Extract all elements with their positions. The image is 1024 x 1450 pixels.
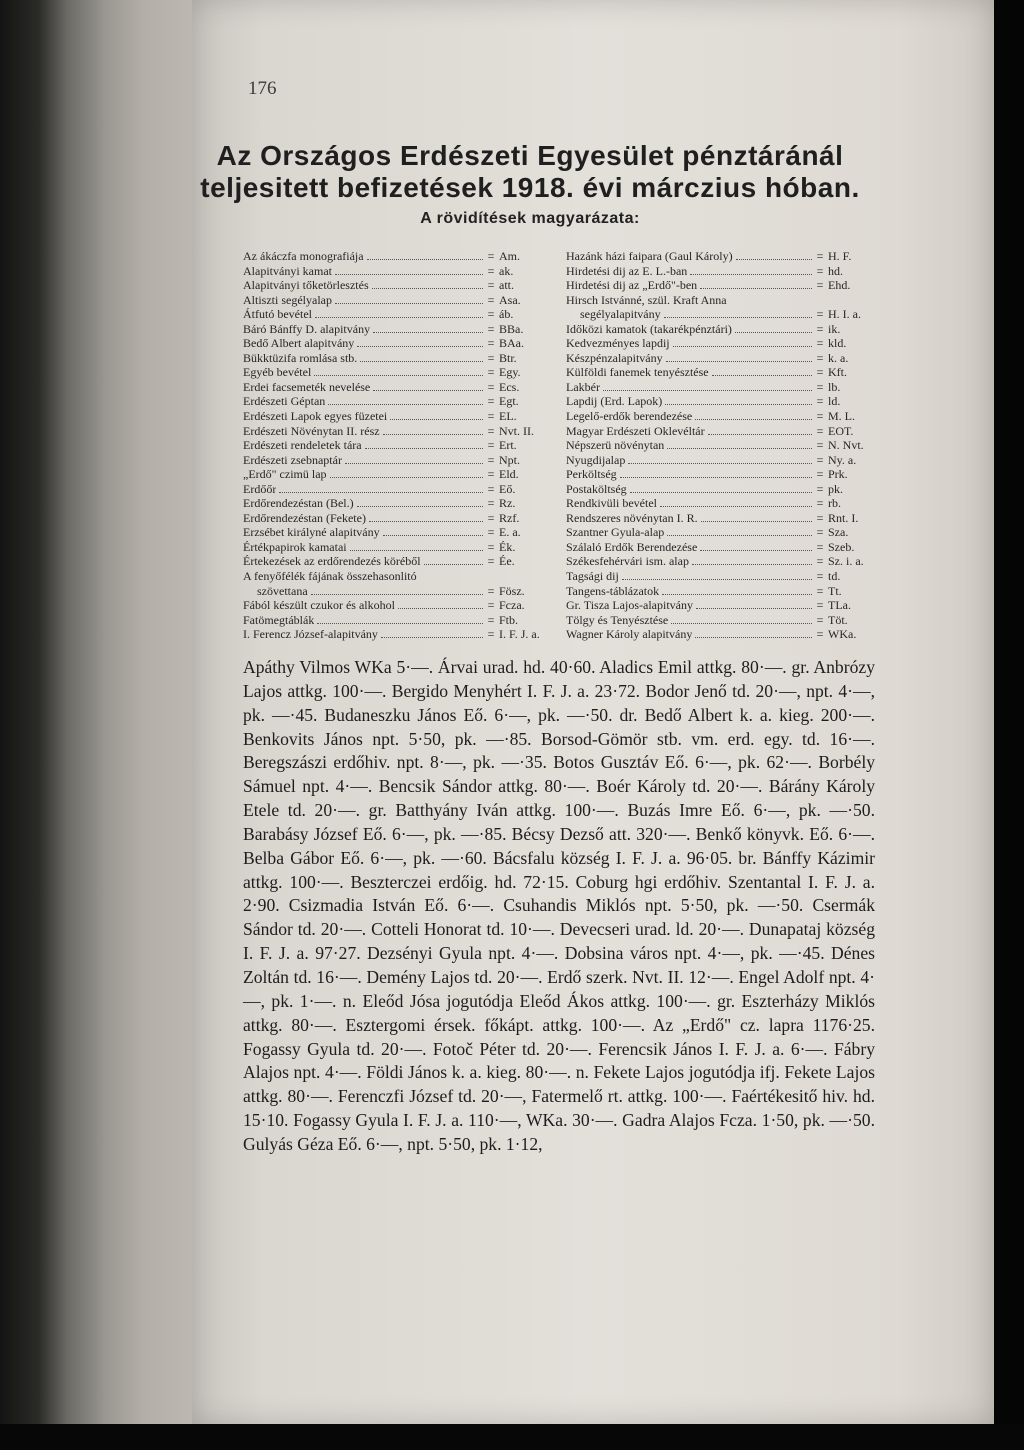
abbreviation-term: Erdészeti Géptan <box>243 394 326 409</box>
abbreviation-code: Am. <box>499 249 520 263</box>
abbreviation-term: Alapitványi tőketörlesztés <box>243 278 369 293</box>
abbreviation-code: ik. <box>828 321 841 336</box>
abbreviation-term: Készpénzalapitvány <box>566 350 663 365</box>
abbreviation-term: Magyar Erdészeti Oklevéltár <box>566 423 705 438</box>
abbreviation-code: Töt. <box>828 612 848 627</box>
abbreviation-term: Tölgy és Tenyésztése <box>566 612 669 627</box>
abbreviation-row <box>243 569 545 584</box>
equals-sign: = <box>816 467 824 482</box>
leader-dots <box>330 477 483 478</box>
abbreviation-code: áb. <box>499 307 514 322</box>
abbreviation-term: Az ákáczfa monografiája <box>243 249 364 263</box>
abbreviation-term: Erzsébet királyné alapitvány <box>243 525 380 540</box>
abbreviation-code: lb. <box>828 379 841 394</box>
abbreviation-term: Erdőrendezéstan (Bel.) <box>243 496 354 511</box>
abbreviation-row <box>566 554 874 569</box>
leader-dots <box>357 346 483 347</box>
abbreviation-term: Erdészeti Növénytan II. rész <box>243 423 380 438</box>
leader-dots <box>622 579 812 580</box>
abbreviation-code: Ecs. <box>499 379 520 394</box>
abbreviation-term: Erdészeti rendeletek tára <box>243 438 362 453</box>
leader-dots <box>335 274 483 275</box>
leader-dots <box>660 506 812 507</box>
abbreviation-code: Fcza. <box>499 598 525 613</box>
equals-sign: = <box>487 525 495 540</box>
abbreviation-row <box>566 598 874 613</box>
equals-sign: = <box>487 510 495 525</box>
abbreviation-term: Hirsch Istvánné, szül. Kraft Anna <box>566 292 727 307</box>
abbreviation-code: WKa. <box>828 627 857 642</box>
abbreviation-code: Tt. <box>828 583 842 598</box>
equals-sign: = <box>816 321 824 336</box>
leader-dots <box>357 506 483 507</box>
abbreviation-row <box>566 351 874 366</box>
abbreviation-code: Btr. <box>499 350 517 365</box>
abbreviation-term: Hirdetési dij az „Erdő"-ben <box>566 278 698 293</box>
abbreviation-term: Tagsági dij <box>566 569 619 584</box>
abbreviation-code: Szeb. <box>828 539 855 554</box>
equals-sign: = <box>816 583 824 598</box>
abbreviation-row <box>243 351 545 366</box>
leader-dots <box>350 550 483 551</box>
abbreviation-term: Hazánk házi faipara (Gaul Károly) <box>566 249 733 263</box>
leader-dots <box>360 361 483 362</box>
abbreviation-row <box>243 365 545 380</box>
leader-dots <box>701 521 812 522</box>
equals-sign: = <box>816 409 824 424</box>
leader-dots <box>365 448 483 449</box>
abbreviation-code: Nvt. II. <box>499 423 534 438</box>
abbreviation-row <box>243 627 545 642</box>
leader-dots <box>735 332 812 333</box>
leader-dots <box>603 390 812 391</box>
abbreviation-term: Erdészeti zsebnaptár <box>243 452 342 467</box>
equals-sign: = <box>487 467 495 482</box>
equals-sign: = <box>487 263 495 278</box>
abbreviation-row <box>566 627 874 642</box>
equals-sign: = <box>816 539 824 554</box>
abbreviation-row <box>243 511 545 526</box>
abbreviation-code: Rnt. I. <box>828 510 859 525</box>
abbreviations-right-column <box>566 249 874 642</box>
abbreviation-code: Ftb. <box>499 612 519 627</box>
abbreviation-code: N. Nvt. <box>828 438 864 453</box>
abbreviation-code: pk. <box>828 481 843 496</box>
bottom-shadow <box>0 1424 1024 1450</box>
abbreviation-row <box>566 613 874 628</box>
page-number: 176 <box>248 78 277 99</box>
abbreviation-term: Erdőőr <box>243 481 277 496</box>
leader-dots <box>671 623 812 624</box>
equals-sign: = <box>487 612 495 627</box>
leader-dots <box>690 274 812 275</box>
leader-dots <box>398 608 483 609</box>
equals-sign: = <box>816 263 824 278</box>
equals-sign: = <box>816 510 824 525</box>
previous-pages-edge <box>0 0 192 1424</box>
abbreviation-term: Erdei facsemeték nevelése <box>243 379 371 394</box>
leader-dots <box>692 564 812 565</box>
leader-dots <box>695 419 812 420</box>
abbreviation-term: Értekezések az erdőrendezés köréből <box>243 554 421 569</box>
abbreviation-row <box>566 322 874 337</box>
abbreviation-row <box>243 598 545 613</box>
equals-sign: = <box>816 336 824 351</box>
equals-sign: = <box>487 481 495 496</box>
abbreviation-term: Erdészeti Lapok egyes füzetei <box>243 409 388 424</box>
leader-dots <box>620 477 812 478</box>
equals-sign: = <box>487 627 495 642</box>
abbreviation-term: Fatömegtáblák <box>243 612 315 627</box>
abbreviation-term: Bükktüzifa romlása stb. <box>243 350 358 365</box>
abbreviation-row <box>243 307 545 322</box>
leader-dots <box>335 303 483 304</box>
abbreviation-term: Bedő Albert alapitvány <box>243 336 355 351</box>
abbreviation-row <box>243 453 545 468</box>
equals-sign: = <box>816 525 824 540</box>
equals-sign: = <box>816 598 824 613</box>
abbreviation-term: Átfutó bevétel <box>243 307 312 322</box>
abbreviation-code: EOT. <box>828 423 854 438</box>
abbreviation-row <box>566 249 874 264</box>
leader-dots <box>279 492 483 493</box>
equals-sign: = <box>487 409 495 424</box>
leader-dots <box>372 288 483 289</box>
leader-dots <box>630 492 812 493</box>
equals-sign: = <box>487 365 495 380</box>
equals-sign: = <box>816 307 824 322</box>
equals-sign: = <box>487 336 495 351</box>
equals-sign: = <box>816 481 824 496</box>
equals-sign: = <box>487 321 495 336</box>
leader-dots <box>700 550 812 551</box>
abbreviation-row <box>243 249 545 264</box>
equals-sign: = <box>487 539 495 554</box>
abbreviations-heading: A rövidítések magyarázata: <box>420 210 640 227</box>
abbreviation-code: H. F. <box>828 249 852 263</box>
abbreviation-code: hd. <box>828 263 843 278</box>
equals-sign: = <box>487 423 495 438</box>
leader-dots <box>314 375 483 376</box>
page-edge-shadow <box>994 0 1024 1450</box>
leader-dots <box>708 434 812 435</box>
abbreviation-row <box>243 613 545 628</box>
abbreviation-term: Alapitványi kamat <box>243 263 332 278</box>
abbreviation-row <box>566 511 874 526</box>
abbreviation-code: td. <box>828 569 841 584</box>
equals-sign: = <box>816 394 824 409</box>
leader-dots <box>700 288 812 289</box>
abbreviation-code: E. a. <box>499 525 521 540</box>
abbreviation-row <box>243 322 545 337</box>
abbreviation-row <box>566 438 874 453</box>
equals-sign: = <box>816 423 824 438</box>
abbreviation-term: Rendkivüli bevétel <box>566 496 657 511</box>
abbreviation-row <box>566 264 874 279</box>
abbreviation-term: Wagner Károly alapitvány <box>566 627 693 642</box>
leader-dots <box>390 419 483 420</box>
equals-sign: = <box>487 583 495 598</box>
abbreviation-term: Kedvezményes lapdij <box>566 336 670 351</box>
abbreviation-term: segélyalapitvány <box>580 307 661 322</box>
payments-paragraph: Apáthy Vilmos WKa 5·—. Árvai urad. hd. 40·60. Aladics Emil attkg. 80·—. gr. Anbrózy Lajos attkg. 100·—. Bergido Menyhért I. F. J. a. 23·72. Bodor Jenő td. 20·—, npt. 4·—, pk. —·45. Budaneszku János Eő. 6·—, pk. —·50. dr. Bedő Albert k. a. kieg. 200·—. Benkovits János npt. 5·50, pk. —·85. Borsod-Gömör stb. vm. erd. egy. td. 16·—. Beregszászi erdőhiv. npt. 8·—, pk. —·35. Botos Gusztáv Eő. 6·—, pk. 62·—. Borbély Sámuel npt. 4·—. Bencsik Sándor attkg. 80·—. Boér Károly td. 20·—. Bárány Károly Etele td. 20·—. gr. Batthyány Iván attkg. 100·—. Buzás Imre Eő. 6·—, pk. —·50. Barabásy József Eő. 6·—, pk. —·85. Bécsy Dezső att. 320·—. Benkő könyvk. Eő. 6·—. Belba Gábor Eő. 6·—, pk. —·60. Bácsfalu község I. F. J. a. 96·05. br. Bánffy Kázimir attkg. 100·—. Beszterczei erdőig. hd. 72·15. Coburg hgi erdőhiv. Szentantal I. F. J. a. 2·90. Csizmadia István Eő. 6·—. Csuhandis Miklós npt. 5·50, pk. —·50. Csermák Sándor td. 20·—. Cotteli Honorat td. 10·—. Devecseri urad. ld. 20·—. Dunapataj község I. F. J. a. 97·27. Dezsényi Gyula npt. 4·—. Dobsina város npt. 4·—, pk. —·45. Dénes Zoltán td. 16·—. Demény Lajos td. 20·—. Erdő szerk. Nvt. II. 12·—. Engel Adolf npt. 4·—, pk. 1·—. n. Eleőd Jósa jogutódja Eleőd Ákos attkg. 100·—. gr. Eszterházy Miklós attkg. 80·—. Esztergomi érsek. főkápt. attkg. 100·—. Az „Erdő" cz. lapra 1176·25. Fogassy Gyula td. 20·—. Fotoč Péter td. 20·—. Ferencsik János I. F. J. a. 6·—. Fábry Alajos npt. 4·—. Földi János k. a. kieg. 80·—. n. Fekete Lajos jogutódja ifj. Fekete Lajos attkg. 80·—. Ferenczfi József td. 20·—, Fatermelő rt. attkg. 100·—. Faértékesitő hiv. hd. 15·10. Fogassy Gyula I. F. J. a. 110·—, WKa. 30·—. Gadra Alajos Fcza. 1·50, pk. —·50. Gulyás Géza Eő. 6·—, npt. 5·50, pk. 1·12, <box>243 657 875 1154</box>
abbreviation-row <box>566 365 874 380</box>
leader-dots <box>317 623 483 624</box>
abbreviation-term: Külföldi fanemek tenyésztése <box>566 365 709 380</box>
leader-dots <box>373 332 483 333</box>
abbreviation-row <box>243 467 545 482</box>
abbreviation-code: Ék. <box>499 539 516 554</box>
leader-dots <box>667 535 812 536</box>
abbreviation-term: Egyéb bevétel <box>243 365 312 380</box>
abbreviation-row <box>243 278 545 293</box>
leader-dots <box>664 317 812 318</box>
abbreviation-term: Erdőrendezéstan (Fekete) <box>243 510 366 525</box>
abbreviation-term: Hirdetési dij az E. L.-ban <box>566 263 688 278</box>
abbreviation-term: Tangens-táblázatok <box>566 583 660 598</box>
leader-dots <box>383 434 483 435</box>
abbreviation-row <box>566 453 874 468</box>
page-title-line-2: teljesitett befizetések 1918. évi márczius hóban. <box>200 172 860 203</box>
leader-dots <box>667 448 812 449</box>
abbreviation-term: Értékpapirok kamatai <box>243 539 347 554</box>
equals-sign: = <box>487 598 495 613</box>
abbreviation-row <box>566 482 874 497</box>
equals-sign: = <box>487 554 495 569</box>
abbreviation-row <box>566 409 874 424</box>
abbreviation-code: BBa. <box>499 321 524 336</box>
abbreviation-code: Asa. <box>499 292 521 307</box>
leader-dots <box>662 594 812 595</box>
abbreviation-code: Egt. <box>499 394 519 409</box>
abbreviation-code: I. F. J. a. <box>499 627 540 642</box>
abbreviation-code: rb. <box>828 496 841 511</box>
equals-sign: = <box>487 452 495 467</box>
abbreviation-term: I. Ferencz József-alapitvány <box>243 627 378 642</box>
abbreviation-row <box>566 584 874 599</box>
leader-dots <box>367 259 483 260</box>
abbreviation-code: ld. <box>828 394 841 409</box>
abbreviation-row <box>566 336 874 351</box>
leader-dots <box>328 404 483 405</box>
equals-sign: = <box>487 249 495 263</box>
equals-sign: = <box>816 249 824 263</box>
abbreviation-term: A fenyőfélék fájának összehasonlitó <box>243 569 417 584</box>
abbreviation-term: Szantner Gyula-alap <box>566 525 665 540</box>
leader-dots <box>673 346 812 347</box>
leader-dots <box>383 535 483 536</box>
abbreviation-term: Nyugdijalap <box>566 452 626 467</box>
leader-dots <box>736 259 812 260</box>
abbreviation-row <box>243 540 545 555</box>
equals-sign: = <box>487 394 495 409</box>
abbreviation-code: Ert. <box>499 438 517 453</box>
abbreviation-row <box>243 264 545 279</box>
abbreviation-code: TLa. <box>828 598 851 613</box>
equals-sign: = <box>816 612 824 627</box>
leader-dots <box>381 637 483 638</box>
abbreviation-code: att. <box>499 278 514 293</box>
abbreviation-term: Székesfehérvári ism. alap <box>566 554 689 569</box>
abbreviation-row <box>566 525 874 540</box>
abbreviation-term: Báró Bánffy D. alapitvány <box>243 321 371 336</box>
leader-dots <box>696 608 812 609</box>
abbreviation-code: Rz. <box>499 496 516 511</box>
abbreviation-row <box>243 424 545 439</box>
abbreviation-term: Népszerü növénytan <box>566 438 665 453</box>
equals-sign: = <box>816 554 824 569</box>
abbreviation-row <box>243 409 545 424</box>
abbreviation-code: Eld. <box>499 467 519 482</box>
abbreviation-row <box>566 496 874 511</box>
equals-sign: = <box>816 278 824 293</box>
leader-dots <box>369 521 483 522</box>
equals-sign: = <box>816 452 824 467</box>
abbreviation-code: k. a. <box>828 350 849 365</box>
abbreviation-term: Szálaló Erdők Berendezése <box>566 539 698 554</box>
abbreviation-row <box>566 424 874 439</box>
abbreviation-row <box>243 293 545 308</box>
abbreviation-term: Postaköltség <box>566 481 627 496</box>
leader-dots <box>424 564 483 565</box>
abbreviation-code: ak. <box>499 263 514 278</box>
leader-dots <box>695 637 812 638</box>
abbreviation-code: Prk. <box>828 467 848 482</box>
abbreviation-term: Legelő-erdők berendezése <box>566 409 693 424</box>
abbreviation-code: Kft. <box>828 365 847 380</box>
abbreviation-code: H. I. a. <box>828 307 861 322</box>
abbreviation-row <box>243 380 545 395</box>
abbreviation-term: Gr. Tisza Lajos-alapitvány <box>566 598 693 613</box>
abbreviation-code: Fösz. <box>499 583 525 598</box>
abbreviation-term: Rendszeres növénytan I. R. <box>566 510 698 525</box>
abbreviation-code: Ée. <box>499 554 515 569</box>
abbreviation-code: EL. <box>499 409 517 424</box>
abbreviation-row <box>243 336 545 351</box>
equals-sign: = <box>487 278 495 293</box>
abbreviation-code: M. L. <box>828 409 855 424</box>
leader-dots <box>665 404 812 405</box>
leader-dots <box>345 463 483 464</box>
equals-sign: = <box>816 496 824 511</box>
abbreviation-code: Eő. <box>499 481 516 496</box>
equals-sign: = <box>487 350 495 365</box>
abbreviation-code: Egy. <box>499 365 521 380</box>
abbreviation-term: Fából készült czukor és alkohol <box>243 598 395 613</box>
abbreviation-row <box>243 554 545 569</box>
equals-sign: = <box>816 365 824 380</box>
abbreviation-term: Időközi kamatok (takarékpénztári) <box>566 321 732 336</box>
abbreviation-row <box>566 293 874 308</box>
equals-sign: = <box>816 627 824 642</box>
abbreviation-code: Ehd. <box>828 278 851 293</box>
abbreviation-code: kld. <box>828 336 847 351</box>
leader-dots <box>666 361 812 362</box>
abbreviation-term: „Erdő" czimü lap <box>243 467 327 482</box>
equals-sign: = <box>816 569 824 584</box>
equals-sign: = <box>487 292 495 307</box>
abbreviation-row <box>566 540 874 555</box>
abbreviation-row <box>566 569 874 584</box>
leader-dots <box>628 463 812 464</box>
equals-sign: = <box>487 438 495 453</box>
abbreviation-term: Lakbér <box>566 379 600 394</box>
abbreviation-row <box>566 467 874 482</box>
abbreviation-row <box>566 380 874 395</box>
equals-sign: = <box>487 307 495 322</box>
leader-dots <box>712 375 812 376</box>
equals-sign: = <box>816 379 824 394</box>
abbreviation-term: Perköltség <box>566 467 617 482</box>
abbreviation-code: BAa. <box>499 336 524 351</box>
leader-dots <box>311 594 483 595</box>
page-title-line-1: Az Országos Erdészeti Egyesület pénztáránál <box>216 140 844 171</box>
equals-sign: = <box>816 438 824 453</box>
abbreviation-row <box>243 584 545 599</box>
equals-sign: = <box>816 350 824 365</box>
abbreviation-term: szövettana <box>257 583 308 598</box>
abbreviation-row <box>566 307 874 322</box>
equals-sign: = <box>487 379 495 394</box>
abbreviation-code: Sz. i. a. <box>828 554 864 569</box>
abbreviations-left-column <box>243 249 545 642</box>
abbreviation-row <box>243 394 545 409</box>
abbreviation-row <box>243 438 545 453</box>
abbreviation-code: Rzf. <box>499 510 520 525</box>
abbreviation-term: Lapdij (Erd. Lapok) <box>566 394 663 409</box>
abbreviation-row <box>243 496 545 511</box>
leader-dots <box>315 317 483 318</box>
leader-dots <box>373 390 483 391</box>
abbreviation-term: Altiszti segélyalap <box>243 292 332 307</box>
abbreviation-row <box>243 482 545 497</box>
abbreviation-code: Sza. <box>828 525 849 540</box>
abbreviation-row <box>566 278 874 293</box>
abbreviation-code: Ny. a. <box>828 452 857 467</box>
abbreviation-row <box>566 394 874 409</box>
abbreviation-row <box>243 525 545 540</box>
equals-sign: = <box>487 496 495 511</box>
abbreviation-code: Npt. <box>499 452 520 467</box>
